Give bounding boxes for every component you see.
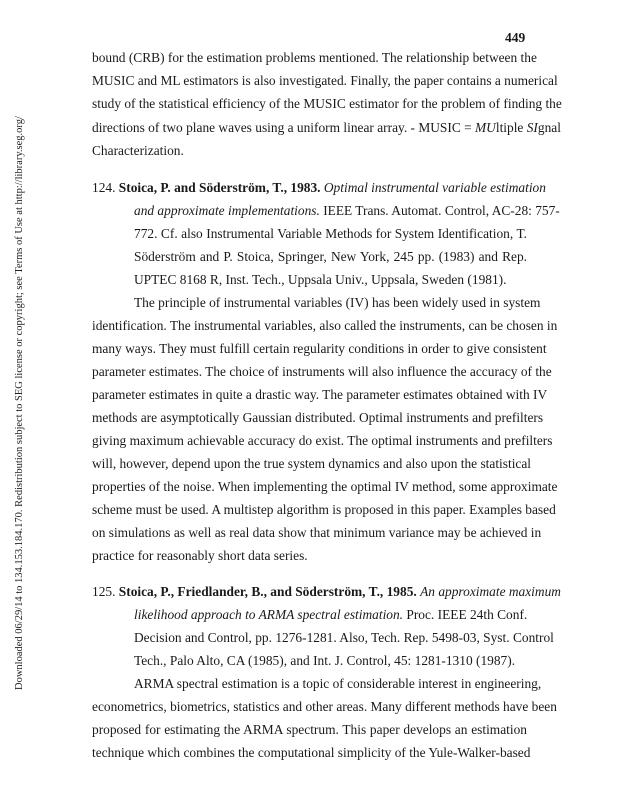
text-line bbox=[92, 433, 553, 449]
text-line bbox=[92, 120, 561, 136]
text-line bbox=[134, 676, 542, 692]
text-line bbox=[92, 525, 542, 541]
text-line bbox=[134, 295, 541, 311]
text-segment: gnal bbox=[537, 120, 561, 135]
reference-authors: Stoica, P. and Söderström, T., 1983. bbox=[118, 180, 321, 195]
text-segment: bound (CRB) for the estimation problems mentioned. The relationship between the bbox=[92, 50, 537, 65]
text-segment: scheme must be used. A multistep algorithm is proposed in this paper. Examples based bbox=[92, 502, 556, 517]
text-line bbox=[92, 143, 527, 159]
text-line bbox=[92, 387, 548, 403]
text-line bbox=[92, 584, 561, 600]
text-segment: technique which combines the computational simplicity of the Yule-Walker-based bbox=[92, 745, 531, 760]
text-line bbox=[92, 502, 556, 518]
text-segment: Characterization. bbox=[92, 143, 184, 158]
text-line bbox=[134, 203, 560, 219]
text-line bbox=[92, 745, 531, 761]
text-segment: The principle of instrumental variables (IV) has been widely used in system bbox=[134, 295, 541, 310]
text-segment: properties of the noise. When implementing the optimal IV method, some approximate bbox=[92, 479, 558, 494]
text-segment: MUSIC and ML estimators is also investigated. Finally, the paper contains a numerical bbox=[92, 73, 558, 88]
reference-title: SI bbox=[526, 120, 538, 135]
text-line bbox=[134, 272, 527, 288]
text-segment: directions of two plane waves using a uniform linear array. - MUSIC = bbox=[92, 120, 476, 135]
text-line bbox=[92, 410, 544, 426]
text-line bbox=[92, 341, 547, 357]
text-segment: practice for reasonably short data series. bbox=[92, 548, 308, 563]
text-segment: study of the statistical efficiency of the MUSIC estimator for the problem of finding the bbox=[92, 96, 562, 111]
text-segment: Tech., Palo Alto, CA (1985), and Int. J. Control, 45: 1281-1310 (1987). bbox=[134, 653, 516, 668]
text-line bbox=[134, 249, 527, 265]
text-line bbox=[92, 96, 562, 112]
text-segment: 772. Cf. also Instrumental Variable Methods for System Identification, T. bbox=[134, 226, 527, 241]
reference-title: likelihood approach to ARMA spectral estimation. bbox=[134, 607, 404, 622]
text-line bbox=[92, 479, 558, 495]
text-segment: IEEE Trans. Automat. Control, AC-28: 757- bbox=[319, 203, 560, 218]
text-line bbox=[92, 548, 527, 564]
text-segment: econometrics, biometrics, statistics and other areas. Many different methods have been bbox=[92, 699, 557, 714]
text-line bbox=[92, 73, 558, 89]
reference-authors: Stoica, P., Friedlander, B., and Söderström, T., 1985. bbox=[118, 584, 417, 599]
text-line bbox=[134, 226, 527, 242]
reference-title: and approximate implementations. bbox=[134, 203, 320, 218]
reference-title: An approximate maximum bbox=[420, 584, 561, 599]
text-line bbox=[92, 364, 552, 380]
reference-title: MU bbox=[475, 120, 496, 135]
reference-title: Optimal instrumental variable estimation bbox=[323, 180, 546, 195]
download-notice: Downloaded 06/29/14 to 134.153.184.170. Redistribution subject to SEG license or copyright; see Terms of Use at http://library.seg.org/ bbox=[14, 116, 25, 690]
text-line bbox=[92, 456, 532, 472]
text-line bbox=[92, 50, 537, 66]
text-segment: ARMA spectral estimation is a topic of considerable interest in engineering, bbox=[134, 676, 542, 691]
text-segment: identification. The instrumental variables, also called the instruments, can be chosen in bbox=[92, 318, 558, 333]
text-segment: parameter estimates. The choice of instruments will also influence the accuracy of the bbox=[92, 364, 552, 379]
text-segment: on simulations as well as real data show that minimum variance may be achieved in bbox=[92, 525, 542, 540]
text-segment: 124. bbox=[92, 180, 119, 195]
text-segment: Proc. IEEE 24th Conf. bbox=[403, 607, 528, 622]
text-segment: will, however, depend upon the true system dynamics and also upon the statistical bbox=[92, 456, 532, 471]
text-segment: parameter estimates in quite a drastic way. The parameter estimates obtained with IV bbox=[92, 387, 548, 402]
text-segment: methods are asymptotically Gaussian distributed. Optimal instruments and prefilters bbox=[92, 410, 544, 425]
text-segment: many ways. They must fulfill certain regularity conditions in order to give consistent bbox=[92, 341, 547, 356]
text-segment: proposed for estimating the ARMA spectrum. This paper develops an estimation bbox=[92, 722, 527, 737]
text-line bbox=[134, 607, 527, 623]
text-segment: giving maximum achievable accuracy do exist. The optimal instruments and prefilters bbox=[92, 433, 553, 448]
text-line bbox=[92, 180, 546, 196]
page-number: 449 bbox=[505, 30, 526, 45]
text-segment: ltiple bbox=[495, 120, 527, 135]
text-line bbox=[92, 318, 558, 334]
text-line bbox=[92, 722, 527, 738]
text-segment: UPTEC 8168 R, Inst. Tech., Uppsala Univ., Uppsala, Sweden (1981). bbox=[134, 272, 507, 287]
text-line bbox=[92, 699, 557, 715]
text-segment: Decision and Control, pp. 1276-1281. Also, Tech. Rep. 5498-03, Syst. Control bbox=[134, 630, 554, 645]
text-line bbox=[134, 653, 527, 669]
text-segment: 125. bbox=[92, 584, 119, 599]
text-line bbox=[134, 630, 554, 646]
text-segment: Söderström and P. Stoica, Springer, New York, 245 pp. (1983) and Rep. bbox=[134, 249, 527, 264]
